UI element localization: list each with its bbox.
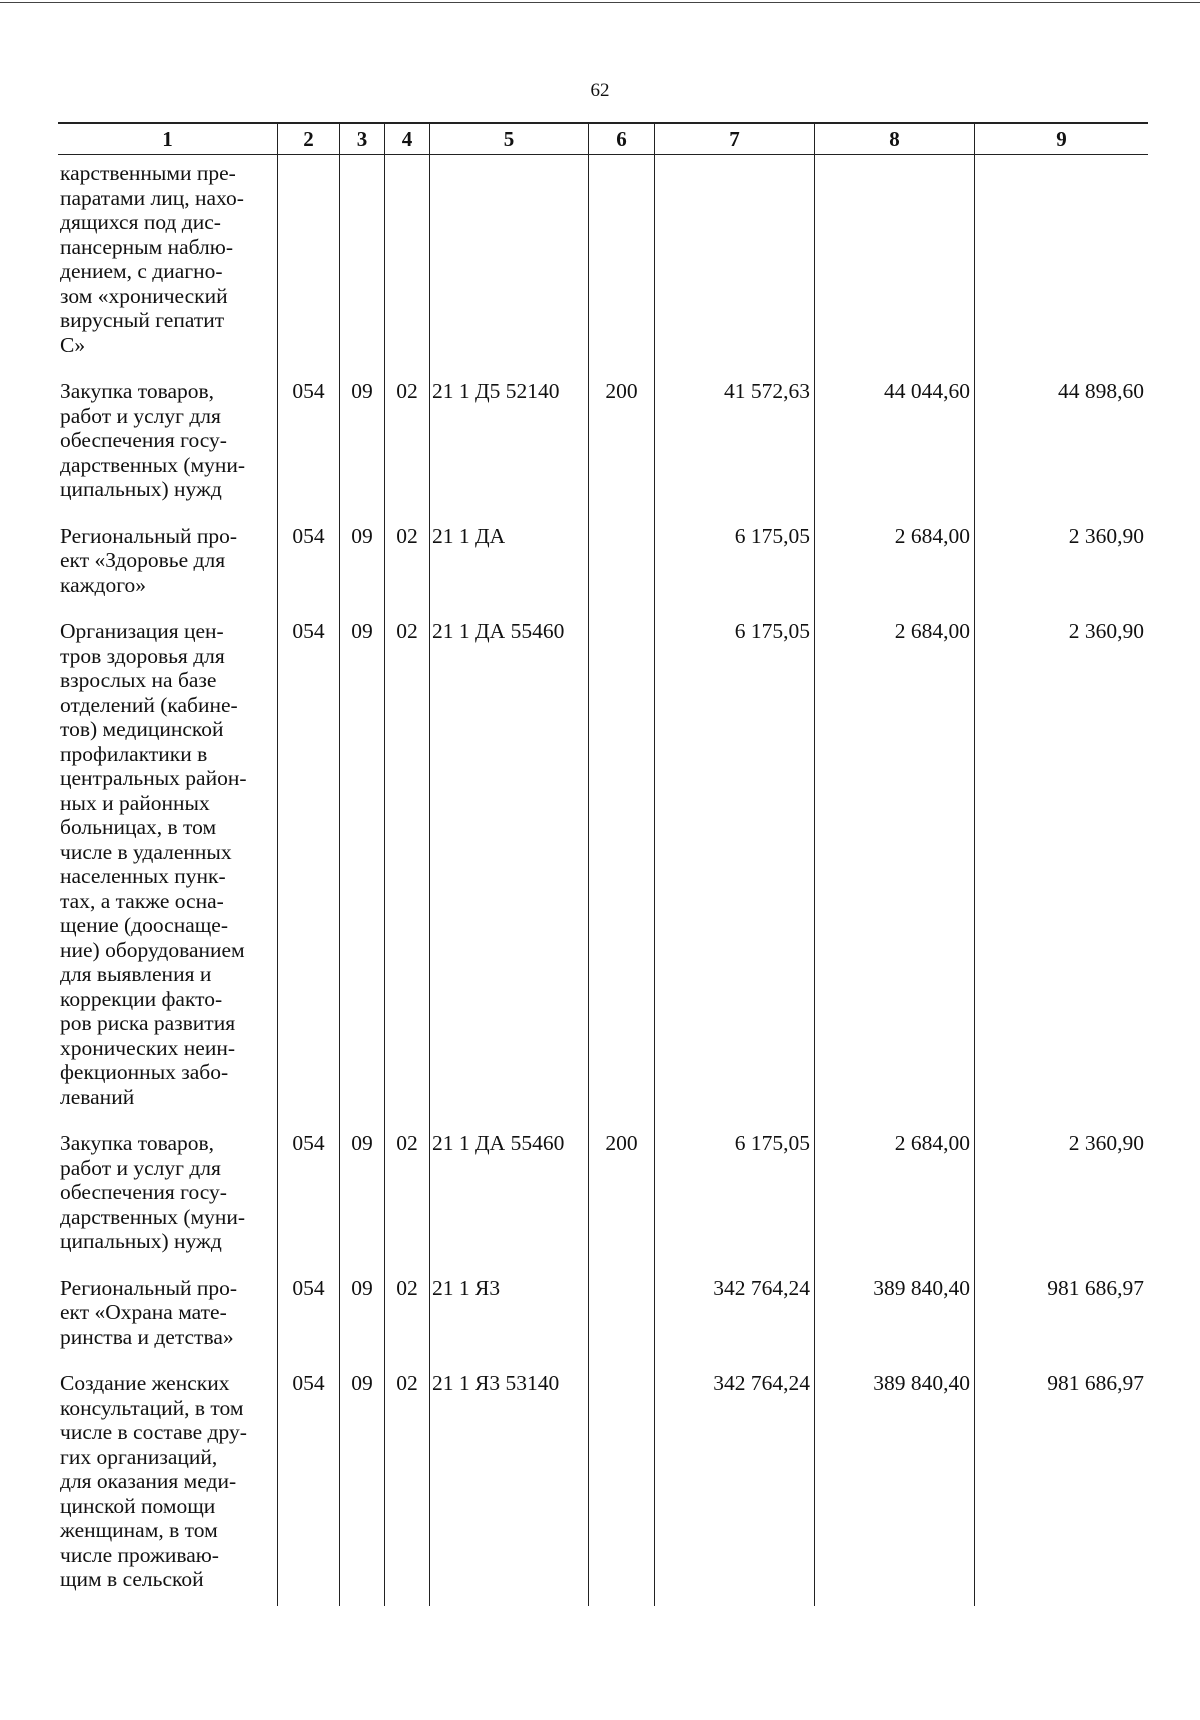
row-name: Закупка товаров, работ и услуг для обеспечения госу- дарственных (муни- ципальных) нужд — [60, 1131, 246, 1253]
page-number: 62 — [590, 80, 610, 101]
table-row — [58, 155, 1148, 379]
row-amount-2: 2 684,00 — [814, 619, 974, 1131]
row-expense-type — [588, 524, 654, 620]
row-subsection-code: 02 — [384, 379, 429, 524]
row-ministry-code: 054 — [277, 1276, 339, 1372]
row-amount-1: 41 572,63 — [654, 379, 814, 524]
row-section-code: 09 — [339, 1371, 384, 1606]
row-ministry-code: 054 — [277, 379, 339, 524]
row-amount-2: 2 684,00 — [814, 1131, 974, 1276]
row-amount-3: 2 360,90 — [974, 524, 1148, 620]
row-name: Закупка товаров, работ и услуг для обеспечения госу- дарственных (муни- ципальных) нужд — [60, 379, 246, 501]
row-expense-type — [588, 619, 654, 1131]
row-ministry-code — [277, 155, 339, 379]
page-top-border — [0, 2, 1200, 3]
row-section-code: 09 — [339, 379, 384, 524]
table-header-row — [58, 122, 1148, 155]
row-amount-1: 6 175,05 — [654, 1131, 814, 1276]
row-name: Организация цен- тров здоровья для взрослых на базе отделений (кабине- тов) медицинской профилактики в центральных район- ных и районных больницах, в том числе в удаленных населенных пунк- тах, а также осна- щение (дооснаще- ние) оборудованием для выявления и коррекции факто- ров риска развития хронических неин- фекционных забо- леваний — [60, 619, 247, 1109]
table-row — [58, 524, 1148, 620]
row-expense-type: 200 — [588, 379, 654, 524]
row-target-code: 21 1 ДА — [429, 524, 588, 620]
row-amount-2: 389 840,40 — [814, 1276, 974, 1372]
table-row — [58, 379, 1148, 524]
row-section-code — [339, 155, 384, 379]
row-ministry-code: 054 — [277, 1371, 339, 1606]
row-amount-2: 389 840,40 — [814, 1371, 974, 1606]
row-target-code: 21 1 ДА 55460 — [429, 619, 588, 1131]
row-amount-1: 342 764,24 — [654, 1371, 814, 1606]
row-name: Региональный про- ект «Охрана мате- ринства и детства» — [60, 1275, 238, 1349]
header-col-2: 2 — [277, 124, 339, 154]
row-name: Региональный про- ект «Здоровье для каждого» — [60, 523, 238, 597]
row-ministry-code: 054 — [277, 1131, 339, 1276]
row-subsection-code: 02 — [384, 1276, 429, 1372]
table-row — [58, 1371, 1148, 1606]
row-amount-1: 6 175,05 — [654, 524, 814, 620]
header-col-7: 7 — [654, 124, 814, 154]
row-amount-1 — [654, 155, 814, 379]
row-amount-3: 44 898,60 — [974, 379, 1148, 524]
budget-table — [58, 122, 1148, 1606]
row-section-code: 09 — [339, 619, 384, 1131]
header-col-3: 3 — [339, 124, 384, 154]
row-target-code: 21 1 ДА 55460 — [429, 1131, 588, 1276]
row-amount-3 — [974, 155, 1148, 379]
row-amount-1: 342 764,24 — [654, 1276, 814, 1372]
header-col-9: 9 — [974, 124, 1148, 154]
table-row — [58, 1131, 1148, 1276]
header-col-1: 1 — [162, 127, 173, 151]
row-section-code: 09 — [339, 524, 384, 620]
row-subsection-code — [384, 155, 429, 379]
row-amount-3: 981 686,97 — [974, 1276, 1148, 1372]
row-expense-type — [588, 155, 654, 379]
row-target-code: 21 1 Д5 52140 — [429, 379, 588, 524]
row-name: карственными пре- паратами лиц, нахо- дящихся под дис- пансерным наблю- дением, с диагно- зом «хронический вирусный гепатит С» — [60, 161, 244, 357]
table-row — [58, 619, 1148, 1131]
row-amount-3: 2 360,90 — [974, 1131, 1148, 1276]
row-amount-2 — [814, 155, 974, 379]
row-target-code: 21 1 Я3 — [429, 1276, 588, 1372]
row-subsection-code: 02 — [384, 1371, 429, 1606]
header-col-5: 5 — [429, 124, 588, 154]
row-amount-1: 6 175,05 — [654, 619, 814, 1131]
row-amount-2: 2 684,00 — [814, 524, 974, 620]
row-section-code: 09 — [339, 1276, 384, 1372]
header-col-6: 6 — [588, 124, 654, 154]
row-subsection-code: 02 — [384, 1131, 429, 1276]
row-expense-type — [588, 1371, 654, 1606]
row-ministry-code: 054 — [277, 619, 339, 1131]
row-amount-2: 44 044,60 — [814, 379, 974, 524]
row-name: Создание женских консультаций, в том числе в составе дру- гих организаций, для оказания меди- цинской помощи женщинам, в том числе проживаю- щим в сельской — [60, 1371, 247, 1591]
row-subsection-code: 02 — [384, 524, 429, 620]
row-target-code: 21 1 Я3 53140 — [429, 1371, 588, 1606]
row-subsection-code: 02 — [384, 619, 429, 1131]
row-section-code: 09 — [339, 1131, 384, 1276]
row-amount-3: 981 686,97 — [974, 1371, 1148, 1606]
row-ministry-code: 054 — [277, 524, 339, 620]
row-target-code — [429, 155, 588, 379]
row-expense-type — [588, 1276, 654, 1372]
row-expense-type: 200 — [588, 1131, 654, 1276]
header-col-8: 8 — [814, 124, 974, 154]
row-amount-3: 2 360,90 — [974, 619, 1148, 1131]
header-col-4: 4 — [384, 124, 429, 154]
table-row — [58, 1276, 1148, 1372]
